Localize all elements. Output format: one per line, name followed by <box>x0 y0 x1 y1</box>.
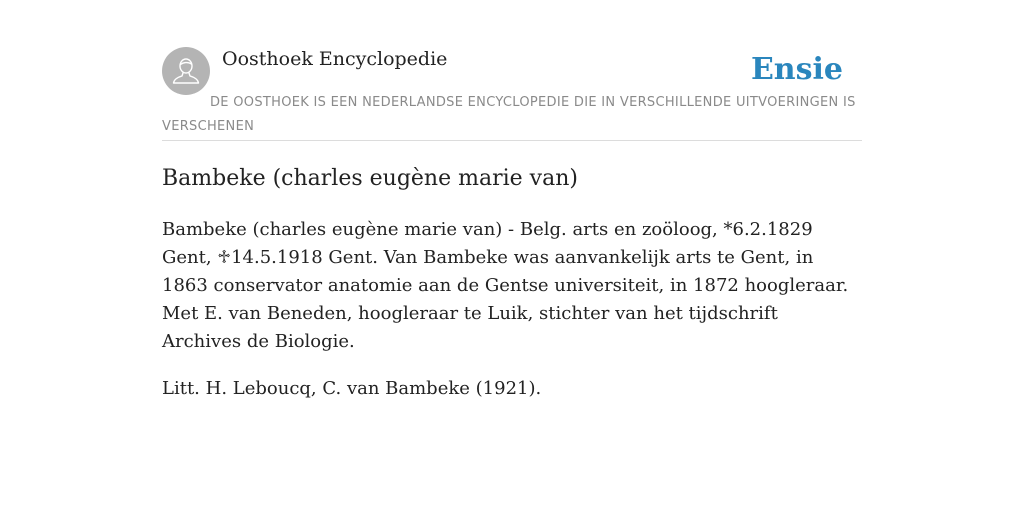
site-title[interactable]: Oosthoek Encyclopedie <box>222 48 448 70</box>
ensie-logo[interactable]: Ensie <box>750 52 843 87</box>
article-body: Bambeke (charles eugène marie van) - Belg. arts en zoöloog, *6.2.1829 Gent, ♱14.5.1918 Gent. Van Bambeke was aanvankelijk arts te Gent, in 1863 conservator anatomie aan de Gentse universiteit, in 1872 hoogleraar. Met E. van Beneden, hoogleraar te Luik, stichter van het tijdschrift Archives de Biologie. <box>162 219 849 352</box>
article-literature: Litt. H. Leboucq, C. van Bambeke (1921). <box>162 378 542 399</box>
user-icon <box>162 47 210 95</box>
article-title: Bambeke (charles eugène marie van) <box>162 166 578 191</box>
user-avatar[interactable] <box>162 47 210 95</box>
article <box>162 164 862 403</box>
site-header <box>162 47 862 141</box>
site-tagline: DE OOSTHOEK IS EEN NEDERLANDSE ENCYCLOPEDIE DIE IN VERSCHILLENDE UITVOERINGEN IS VERSCHENEN <box>162 95 856 134</box>
